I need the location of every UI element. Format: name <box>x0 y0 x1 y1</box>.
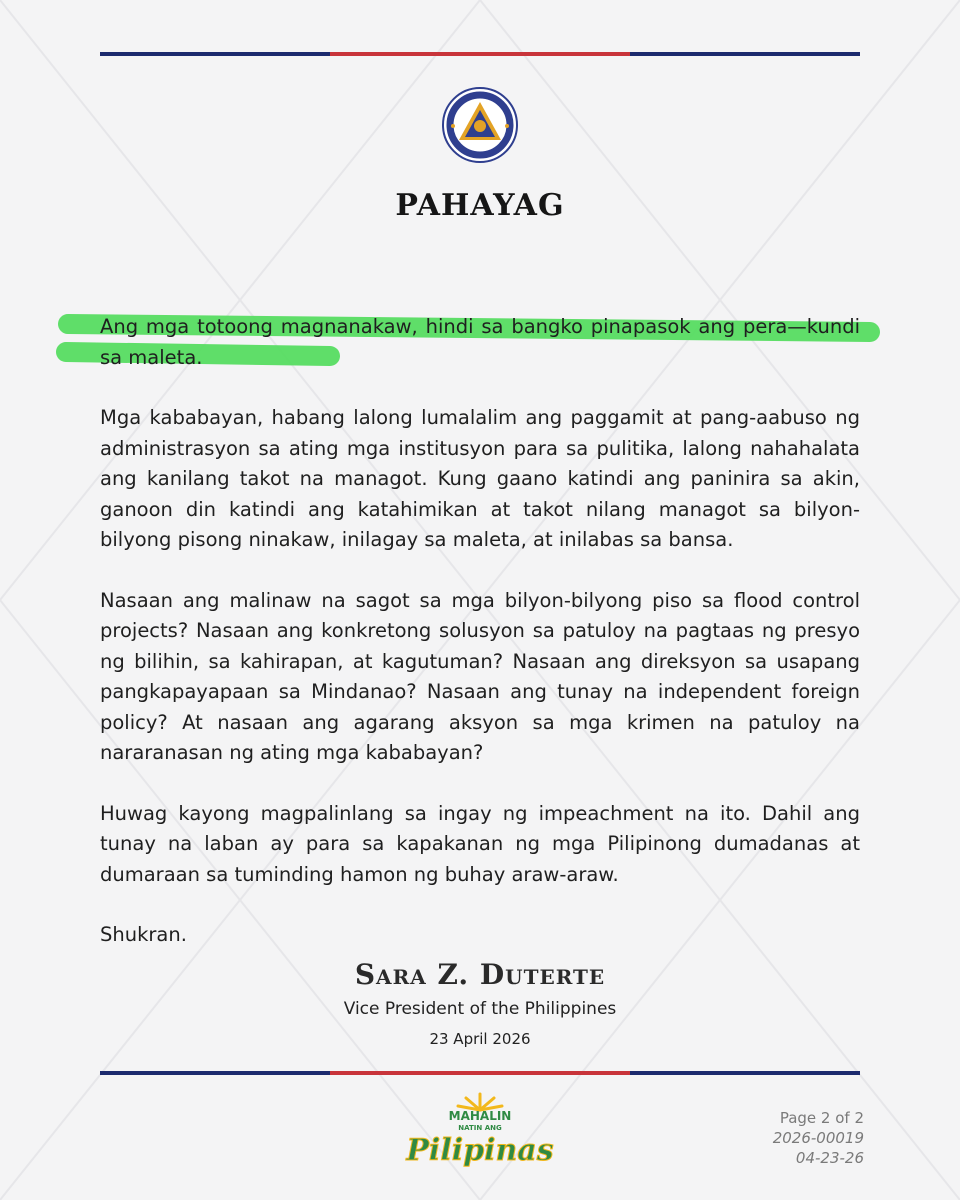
page-indicator: Page 2 of 2 <box>779 1109 864 1127</box>
logo-line-2: NATIN ANG <box>458 1124 502 1132</box>
paragraph-text: Ang mga totoong magnanakaw, hindi sa bangko pinapasok ang pera—kundi sa maleta. <box>100 315 860 369</box>
document-date: 04-23-26 <box>795 1149 864 1167</box>
statement-date: 23 April 2026 <box>429 1030 531 1048</box>
logo-line-1: MAHALIN <box>448 1109 512 1123</box>
page-title: PAHAYAG <box>395 188 565 223</box>
seal-icon <box>441 86 519 164</box>
logo-line-3: Pilipinas <box>406 1133 554 1168</box>
mahalin-logo-icon <box>406 1090 554 1176</box>
top-divider <box>100 52 860 56</box>
closing-word: Shukran. <box>100 923 187 946</box>
signatory-name: Sara Z. Duterte <box>354 958 606 991</box>
document-number: 2026-00019 <box>772 1129 864 1147</box>
paragraph: Mga kababayan, habang lalong lumalalim ang paggamit at pang-aabuso ng administrasyon sa ating mga institusyon para sa pulitika, lalong nahahalata ang kanilang takot na managot. Kung gaano katindi ang paninira sa akin, ganoon din katindi ang katahimikan at takot nilang managot sa bilyon-bilyong pisong ninakaw, inilagay sa maleta, at inilabas sa bansa. <box>100 406 860 551</box>
paragraph: Huwag kayong magpalinlang sa ingay ng impeachment na ito. Dahil ang tunay na laban ay para sa kapakanan ng mga Pilipinong dumadanas at dumaraan sa tuminding hamon ng buhay araw-araw. <box>100 801 860 886</box>
document-meta <box>773 1108 864 1168</box>
signatory-role: Vice President of the Philippines <box>343 999 617 1019</box>
statement-body <box>100 312 860 981</box>
bottom-divider <box>100 1071 860 1075</box>
highlighted-paragraph <box>100 312 860 373</box>
paragraph: Nasaan ang malinaw na sagot sa mga bilyon-bilyong piso sa flood control projects? Nasaan ang konkretong solusyon sa patuloy na pagtaas ng presyo ng bilihin, sa kahirapan, at kagutuman? Nasaan ang direksyon sa usapang pangkapayapaan sa Mindanao? Nasaan ang tunay na independent foreign policy? At nasaan ang agarang aksyon sa mga krimen na patuloy na nararanasan ng ating mga kababayan? <box>100 588 860 764</box>
